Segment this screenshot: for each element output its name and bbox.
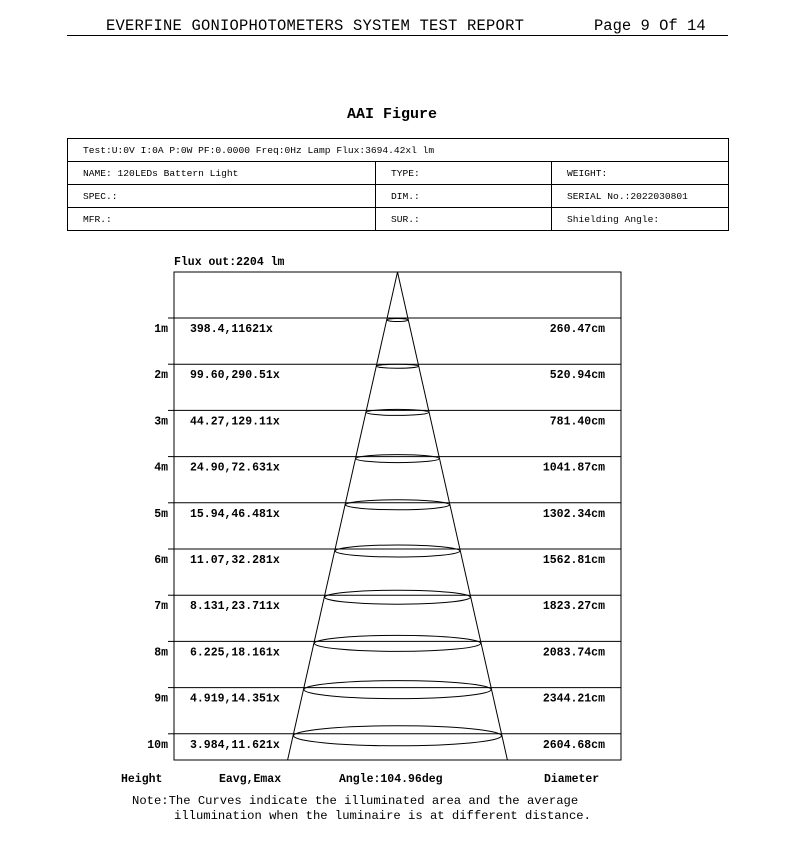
- sur-field: SUR.:: [376, 208, 552, 231]
- diameter-label-6: 1562.81cm: [542, 554, 605, 567]
- type-field: TYPE:: [376, 162, 552, 185]
- illum-ellipse-1: [387, 319, 408, 322]
- diameter-label-7: 1823.27cm: [542, 600, 605, 614]
- mfr-field: MFR.:: [68, 208, 376, 231]
- eavg-emax-7: 8.131,23.711x: [190, 600, 280, 614]
- height-label-9: 9m: [154, 692, 168, 706]
- flux-out-label: Flux out:2204 lm: [174, 256, 285, 269]
- column-label-diameter: Diameter: [544, 773, 600, 786]
- diameter-label-1: 260.47cm: [549, 323, 605, 336]
- cone-edge-right: [398, 272, 508, 760]
- height-label-8: 8m: [154, 646, 168, 660]
- weight-field: WEIGHT:: [552, 162, 729, 185]
- eavg-emax-1: 398.4,11621x: [190, 323, 273, 336]
- illum-ellipse-9: [304, 681, 491, 699]
- column-label-eavg-emax: Eavg,Emax: [219, 773, 282, 786]
- eavg-emax-2: 99.60,290.51x: [190, 369, 280, 383]
- diameter-label-4: 1041.87cm: [542, 461, 605, 475]
- eavg-emax-10: 3.984,11.621x: [190, 738, 280, 752]
- illum-ellipse-2: [377, 364, 419, 368]
- eavg-emax-4: 24.90,72.631x: [190, 461, 280, 475]
- diameter-label-5: 1302.34cm: [542, 507, 605, 521]
- height-label-7: 7m: [154, 600, 168, 614]
- height-label-5: 5m: [154, 507, 168, 521]
- illum-ellipse-8: [314, 635, 480, 651]
- height-label-2: 2m: [154, 369, 168, 383]
- note-line-2: illumination when the luminaire is at different distance.: [174, 809, 591, 823]
- shielding-field: Shielding Angle:: [552, 208, 729, 231]
- page-indicator: Page 9 Of 14: [594, 17, 706, 35]
- column-label-angle: Angle:104.96deg: [339, 773, 443, 786]
- height-label-6: 6m: [154, 554, 168, 567]
- diameter-label-2: 520.94cm: [549, 369, 605, 383]
- diameter-label-9: 2344.21cm: [542, 692, 605, 706]
- illum-ellipse-5: [346, 500, 450, 510]
- test-conditions: Test:U:0V I:0A P:0W PF:0.0000 Freq:0Hz Lamp Flux:3694.42xl lm: [68, 139, 729, 162]
- diameter-label-10: 2604.68cm: [542, 738, 605, 752]
- height-label-4: 4m: [154, 461, 168, 475]
- eavg-emax-3: 44.27,129.11x: [190, 415, 280, 429]
- illum-ellipse-6: [335, 545, 460, 557]
- note-line-1: Note:The Curves indicate the illuminated area and the average: [132, 794, 579, 808]
- height-label-10: 10m: [147, 738, 168, 752]
- spec-field: SPEC.:: [68, 185, 376, 208]
- figure-title: AAI Figure: [347, 106, 438, 123]
- height-label-1: 1m: [154, 323, 168, 336]
- diameter-label-3: 781.40cm: [549, 415, 605, 429]
- column-label-height: Height: [121, 773, 163, 786]
- report-title: EVERFINE GONIOPHOTOMETERS SYSTEM TEST REPORT: [106, 17, 525, 35]
- diameter-label-8: 2083.74cm: [542, 646, 605, 660]
- illum-ellipse-10: [294, 726, 502, 746]
- eavg-emax-9: 4.919,14.351x: [190, 692, 280, 706]
- eavg-emax-5: 15.94,46.481x: [190, 507, 280, 521]
- illum-ellipse-4: [356, 455, 439, 463]
- name-field: NAME: 120LEDs Battern Light: [68, 162, 376, 185]
- cone-edge-left: [288, 272, 398, 760]
- illum-ellipse-7: [325, 590, 471, 604]
- serial-field: SERIAL No.:2022030801: [552, 185, 729, 208]
- eavg-emax-6: 11.07,32.281x: [190, 554, 280, 567]
- dim-field: DIM.:: [376, 185, 552, 208]
- eavg-emax-8: 6.225,18.161x: [190, 646, 280, 660]
- height-label-3: 3m: [154, 415, 168, 429]
